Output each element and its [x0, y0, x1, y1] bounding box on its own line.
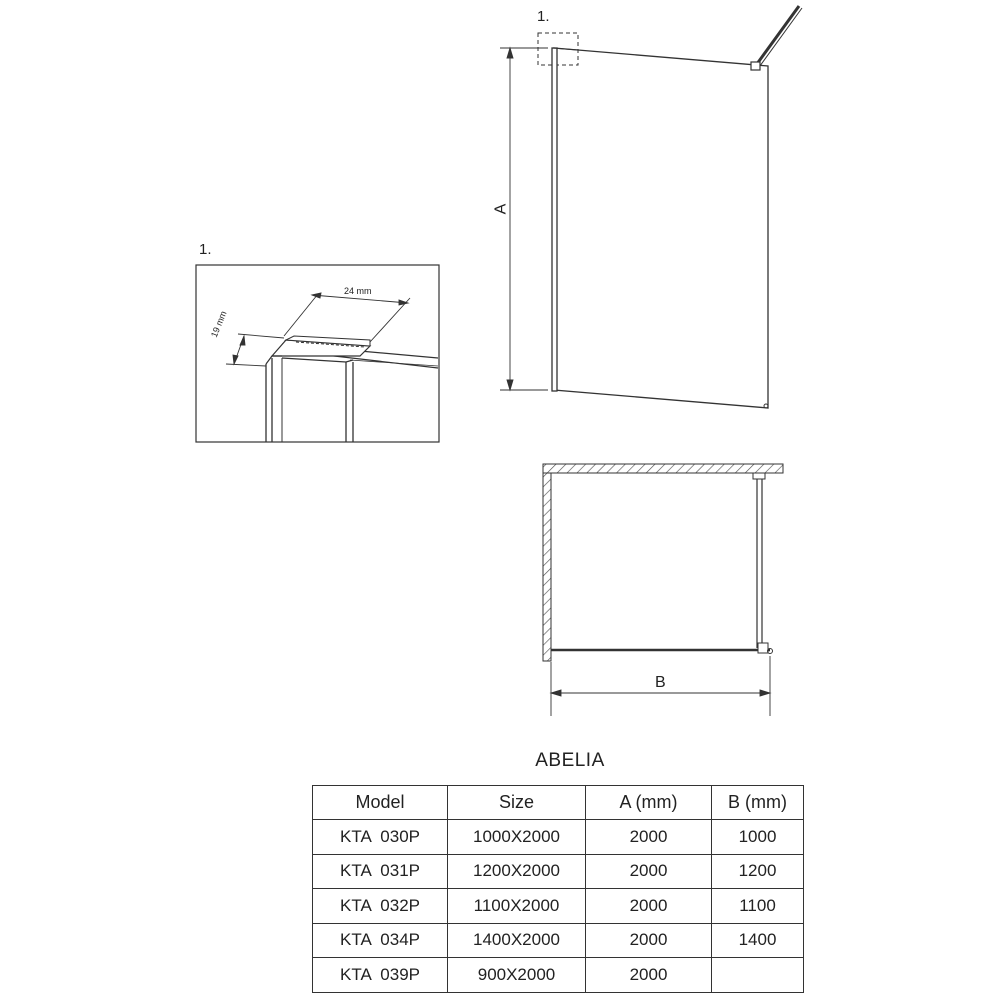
stabilizer-bar — [754, 6, 799, 68]
cell-model: KTA 031P — [313, 854, 448, 889]
cell-b — [712, 958, 804, 993]
cell-model: KTA 032P — [313, 889, 448, 924]
wall-profile — [552, 48, 557, 391]
spec-table — [312, 785, 804, 993]
table-title: ABELIA — [535, 750, 605, 771]
table-row — [313, 820, 804, 855]
dimension-b-label: B — [655, 674, 666, 691]
table-header-row — [313, 786, 804, 820]
cell-size: 1000X2000 — [448, 820, 586, 855]
cell-model: KTA 034P — [313, 923, 448, 958]
dimension-19mm — [226, 334, 284, 366]
dimension-24mm — [284, 293, 410, 342]
detail-title-label: 1. — [199, 241, 212, 258]
wall-top-hatch — [543, 464, 783, 473]
cell-size: 1400X2000 — [448, 923, 586, 958]
cell-model: KTA 030P — [313, 820, 448, 855]
cell-model: KTA 039P — [313, 958, 448, 993]
dimension-a-label: A — [492, 203, 510, 215]
cell-size: 1100X2000 — [448, 889, 586, 924]
table-row — [313, 923, 804, 958]
cell-a: 2000 — [586, 820, 712, 855]
header-a: A (mm) — [586, 786, 712, 820]
panel-elevation — [500, 6, 802, 408]
cell-size: 900X2000 — [448, 958, 586, 993]
cell-b: 1400 — [712, 923, 804, 958]
table-row — [313, 889, 804, 924]
cell-a: 2000 — [586, 923, 712, 958]
dimension-24mm-label: 24 mm — [344, 286, 372, 296]
cell-a: 2000 — [586, 958, 712, 993]
header-size: Size — [448, 786, 586, 820]
cell-b: 1200 — [712, 854, 804, 889]
cell-size: 1200X2000 — [448, 854, 586, 889]
detail-profile — [196, 265, 439, 442]
header-b: B (mm) — [712, 786, 804, 820]
header-model: Model — [313, 786, 448, 820]
cell-a: 2000 — [586, 854, 712, 889]
table-row — [313, 958, 804, 993]
cell-a: 2000 — [586, 889, 712, 924]
table-row — [313, 854, 804, 889]
wall-left-hatch — [543, 473, 551, 661]
dimension-19mm-label: 19 mm — [209, 309, 229, 339]
cell-b: 1000 — [712, 820, 804, 855]
cell-b: 1100 — [712, 889, 804, 924]
glass-panel — [554, 48, 768, 408]
detail-marker-label: 1. — [537, 8, 550, 25]
dimension-a — [500, 48, 548, 390]
